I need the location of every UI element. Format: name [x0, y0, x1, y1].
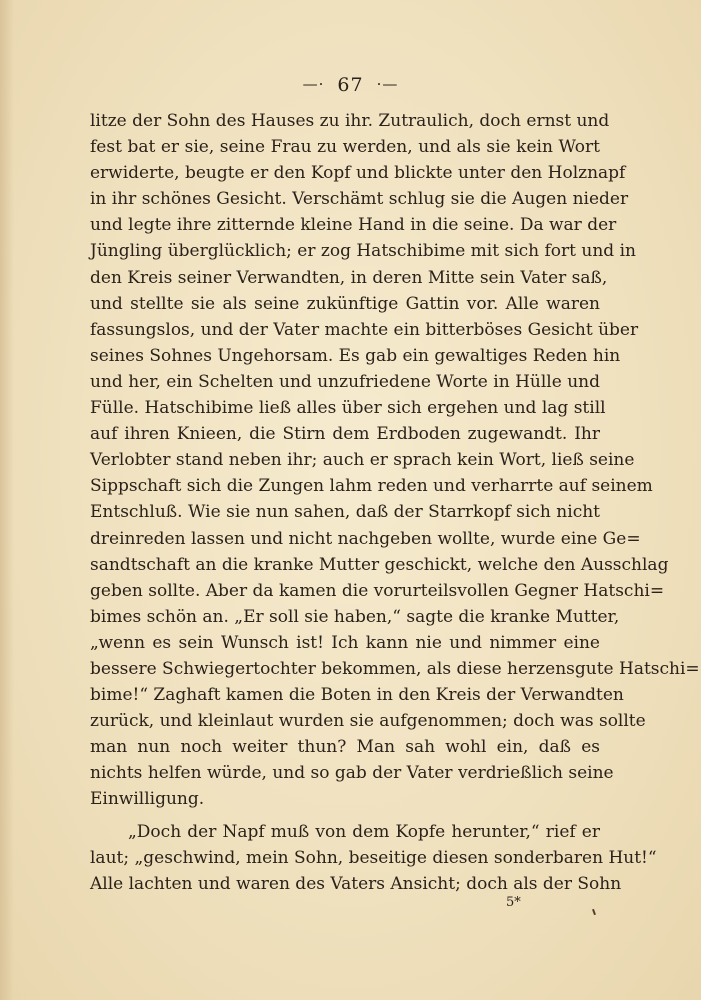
signature-mark: 5*: [506, 895, 521, 910]
text-line: Fülle. Hatschibime ließ alles über sich ergehen und lag still: [90, 398, 606, 419]
text-line: Verlobter stand neben ihr; auch er sprach kein Wort, ließ seine: [90, 450, 635, 471]
text-line: fest bat er sie, seine Frau zu werden, und als sie kein Wort: [90, 137, 600, 158]
page-number: 67: [337, 74, 364, 96]
text-line: man nun noch weiter thun? Man sah wohl ein, daß es: [90, 737, 600, 758]
text-line: Einwilligung.: [90, 789, 205, 810]
paragraph-2: [90, 819, 657, 897]
text-line: Entschluß. Wie sie nun sahen, daß der Starrkopf sich nicht: [90, 502, 600, 523]
text-line: bessere Schwiegertochter bekommen, als diese herzensgute Hatschi=: [90, 658, 700, 679]
page-number-dash-left: —·: [302, 75, 325, 93]
text-line: Jüngling überglücklich; er zog Hatschibime mit sich fort und in: [90, 241, 636, 262]
page-edge-shadow: [0, 0, 14, 1000]
paragraph-1: [90, 108, 700, 813]
text-line: Alle lachten und waren des Vaters Ansicht; doch als der Sohn: [90, 873, 622, 894]
text-line: Sippschaft sich die Zungen lahm reden und verharrte auf seinem: [90, 476, 653, 497]
page-number-header: [0, 74, 701, 96]
text-line: litze der Sohn des Hauses zu ihr. Zutraulich, doch ernst und: [90, 111, 610, 131]
text-line: „wenn es sein Wunsch ist! Ich kann nie und nimmer eine: [90, 632, 600, 653]
text-line: zurück, und kleinlaut wurden sie aufgenommen; doch was sollte: [90, 711, 646, 732]
text-line: seines Sohnes Ungehorsam. Es gab ein gewaltiges Reden hin: [90, 345, 621, 366]
text-line: auf ihren Knieen, die Stirn dem Erdboden zugewandt. Ihr: [90, 424, 600, 445]
text-line: dreinreden lassen und nicht nachgeben wollte, wurde eine Ge=: [90, 528, 641, 549]
text-line: den Kreis seiner Verwandten, in deren Mitte sein Vater saß,: [90, 267, 608, 288]
text-line: fassungslos, und der Vater machte ein bitterböses Gesicht über: [90, 319, 639, 340]
text-line: geben sollte. Aber da kamen die vorurteilsvollen Gegner Hatschi=: [90, 580, 665, 601]
text-line: und her, ein Schelten und unzufriedene Worte in Hülle und: [90, 371, 600, 392]
page-number-dash-right: ·—: [376, 75, 399, 93]
text-line: bimes schön an. „Er soll sie haben,“ sagte die kranke Mutter,: [90, 606, 620, 627]
text-line: in ihr schönes Gesicht. Verschämt schlug sie die Augen nieder: [90, 189, 629, 210]
text-line: und stellte sie als seine zukünftige Gattin vor. Alle waren: [90, 293, 600, 314]
text-line: nichts helfen würde, und so gab der Vater verdrießlich seine: [90, 763, 614, 784]
text-line: erwiderte, beugte er den Kopf und blickte unter den Holznapf: [90, 163, 626, 184]
text-line: bime!“ Zaghaft kamen die Boten in den Kreis der Verwandten: [90, 685, 624, 706]
body-text: [90, 108, 700, 897]
text-line: und legte ihre zitternde kleine Hand in die seine. Da war der: [90, 215, 617, 236]
text-line: laut; „geschwind, mein Sohn, beseitige diesen sonderbaren Hut!“: [90, 847, 657, 868]
ink-speck: [592, 909, 596, 915]
text-line: „Doch der Napf muß von dem Kopfe herunter,“ rief er: [128, 821, 600, 842]
text-line: sandtschaft an die kranke Mutter geschickt, welche den Ausschlag: [90, 554, 669, 575]
